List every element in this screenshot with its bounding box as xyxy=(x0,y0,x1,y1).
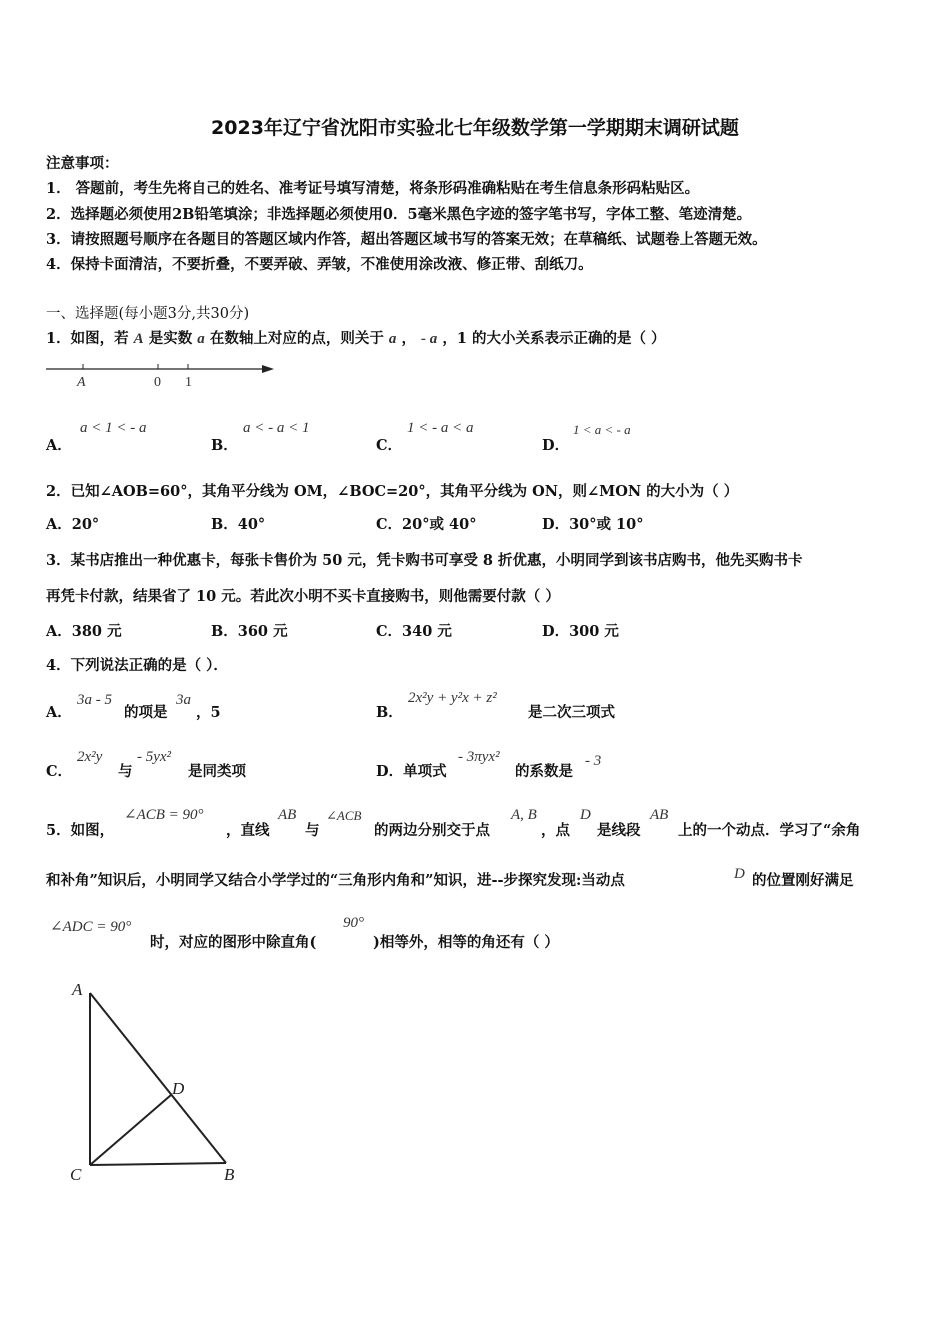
segment-ab xyxy=(90,993,226,1163)
q5-math: 90° xyxy=(343,915,364,931)
q2-option-a[interactable]: A．20° xyxy=(46,516,100,533)
q1-text: 1．如图，若 xyxy=(46,330,129,347)
q2-option-b[interactable]: B．40° xyxy=(211,516,266,533)
notice-heading: 注意事项： xyxy=(46,155,119,172)
q4-option-a-text: 的项是 xyxy=(124,704,168,721)
q5-math: A, B xyxy=(511,807,537,823)
q4-option-a-label[interactable]: A． xyxy=(46,704,72,721)
q5-math: ∠ADC = 90° xyxy=(50,919,132,935)
q3-option-d[interactable]: D．300 元 xyxy=(542,623,619,640)
q4-option-d-math: - 3πyx² xyxy=(458,749,500,765)
q1-option-c-label[interactable]: C． xyxy=(376,437,403,454)
question-3-line2: 再凭卡付款，结果省了 10 元。若此次小明不买卡直接购书，则他需要付款（ ） xyxy=(46,588,560,605)
q4-option-d-text: 的系数是 xyxy=(515,763,573,780)
vertex-label-b: B xyxy=(224,1165,235,1184)
q5-text: ，直线 xyxy=(226,822,270,839)
q2-option-d[interactable]: D．30°或 10° xyxy=(542,516,644,533)
q2-option-c[interactable]: C．20°或 40° xyxy=(376,516,477,533)
q1-text: ，1 的大小关系表示正确的是（ ） xyxy=(442,330,666,347)
q3-option-a[interactable]: A．380 元 xyxy=(46,623,122,640)
q5-text: ，点 xyxy=(541,822,570,839)
q5-math: AB xyxy=(278,807,297,823)
tick-label-1: 1 xyxy=(185,375,192,390)
q1-option-b-label[interactable]: B． xyxy=(211,437,238,454)
q5-text: 是线段 xyxy=(597,822,641,839)
triangle-figure xyxy=(60,970,260,1190)
q4-option-c-text: 与 xyxy=(118,763,133,780)
notice-item: 3．请按照题号顺序在各题目的答题区域内作答，超出答题区域书写的答案无效；在草稿纸、试题卷上答题无效。 xyxy=(46,231,767,248)
vertex-label-a: A xyxy=(72,980,83,999)
q5-text: 与 xyxy=(305,822,320,839)
q5-math: ∠ACB xyxy=(326,808,362,823)
notice-item: 1． 答题前，考生先将自己的姓名、准考证号填写清楚，将条形码准确粘贴在考生信息条形码粘贴区。 xyxy=(46,180,700,197)
notice-item: 2．选择题必须使用2B铅笔填涂；非选择题必须使用0．5毫米黑色字迹的签字笔书写，字体工整、笔迹清楚。 xyxy=(46,206,752,223)
q5-text: 上的一个动点．学习了“余角 xyxy=(678,822,861,839)
q4-option-b-text: 是二次三项式 xyxy=(528,704,615,721)
q3-option-b[interactable]: B．360 元 xyxy=(211,623,288,640)
number-line-figure xyxy=(44,358,276,390)
q1-option-d-math: 1 < a < - a xyxy=(573,422,631,437)
q4-option-a-math2: 3a xyxy=(176,692,191,708)
page-title: 2023年辽宁省沈阳市实验北七年级数学第一学期期末调研试题 xyxy=(211,117,739,139)
q1-text: 是实数 xyxy=(148,330,193,347)
q1-option-b-math: a < - a < 1 xyxy=(243,420,310,436)
q4-option-b-math: 2x²y + y²x + z² xyxy=(408,690,497,706)
q5-text: 的两边分别交于点 xyxy=(374,822,490,839)
question-1-stem xyxy=(46,327,666,348)
q1-option-a-label[interactable]: A． xyxy=(46,437,72,454)
q5-text: )相等外，相等的角还有（ ） xyxy=(373,934,559,951)
q1-text: 在数轴上对应的点，则关于 xyxy=(209,330,384,347)
q5-text: 时，对应的图形中除直角( xyxy=(150,934,317,951)
q5-text: 5．如图， xyxy=(46,822,115,839)
q5-math: D xyxy=(734,866,745,882)
q5-text: 和补角”知识后，小明同学又结合小学学过的“三角形内角和”知识，进--步探究发现:当动点 xyxy=(46,872,625,889)
q4-option-c-math: 2x²y xyxy=(77,749,103,765)
number-line-arrow xyxy=(262,365,274,373)
segment-cb xyxy=(90,1163,226,1165)
q1-option-d-label[interactable]: D． xyxy=(542,437,570,454)
question-2-stem: 2．已知∠AOB=60°，其角平分线为 OM，∠BOC=20°，其角平分线为 ON，则∠MON 的大小为（ ） xyxy=(46,483,739,500)
q1-var: A xyxy=(133,331,144,347)
q4-option-a-text2: ，5 xyxy=(196,704,221,721)
q4-option-c-label[interactable]: C． xyxy=(46,763,73,780)
vertex-label-d: D xyxy=(172,1079,185,1098)
q4-option-c-text2: 是同类项 xyxy=(188,763,246,780)
q1-option-c-math: 1 < - a < a xyxy=(407,420,474,436)
q4-option-c-math2: - 5yx² xyxy=(137,749,172,765)
question-3-line1: 3．某书店推出一种优惠卡，每张卡售价为 50 元，凭卡购书可享受 8 折优惠，小明同学到该书店购书，他先买购书卡 xyxy=(46,552,803,569)
q1-var: a xyxy=(197,331,205,347)
q5-math: ∠ACB = 90° xyxy=(124,807,204,823)
q4-option-d-math2: - 3 xyxy=(585,753,602,769)
vertex-label-c: C xyxy=(70,1165,82,1184)
q4-option-b-label[interactable]: B． xyxy=(376,704,403,721)
q4-option-a-math: 3a - 5 xyxy=(77,692,112,708)
question-4-stem: 4．下列说法正确的是（ ）． xyxy=(46,657,228,674)
tick-label-0: 0 xyxy=(154,375,161,390)
q1-option-a-math: a < 1 < - a xyxy=(80,420,147,436)
q5-math: AB xyxy=(650,807,669,823)
q1-var: a xyxy=(388,331,397,347)
q5-math: D xyxy=(580,807,591,823)
section-heading: 一、选择题(每小题3分,共30分) xyxy=(46,306,250,322)
notice-item: 4．保持卡面清洁，不要折叠，不要弄破、弄皱，不准使用涂改液、修正带、刮纸刀。 xyxy=(46,256,593,273)
q5-text: 的位置刚好满足 xyxy=(752,872,854,889)
q3-option-c[interactable]: C．340 元 xyxy=(376,623,452,640)
q4-option-d-label[interactable]: D．单项式 xyxy=(376,763,447,780)
q1-text: ， xyxy=(401,330,416,347)
tick-label-A: A xyxy=(77,375,86,390)
q1-var: - a xyxy=(421,331,438,347)
segment-cd xyxy=(90,1095,171,1165)
